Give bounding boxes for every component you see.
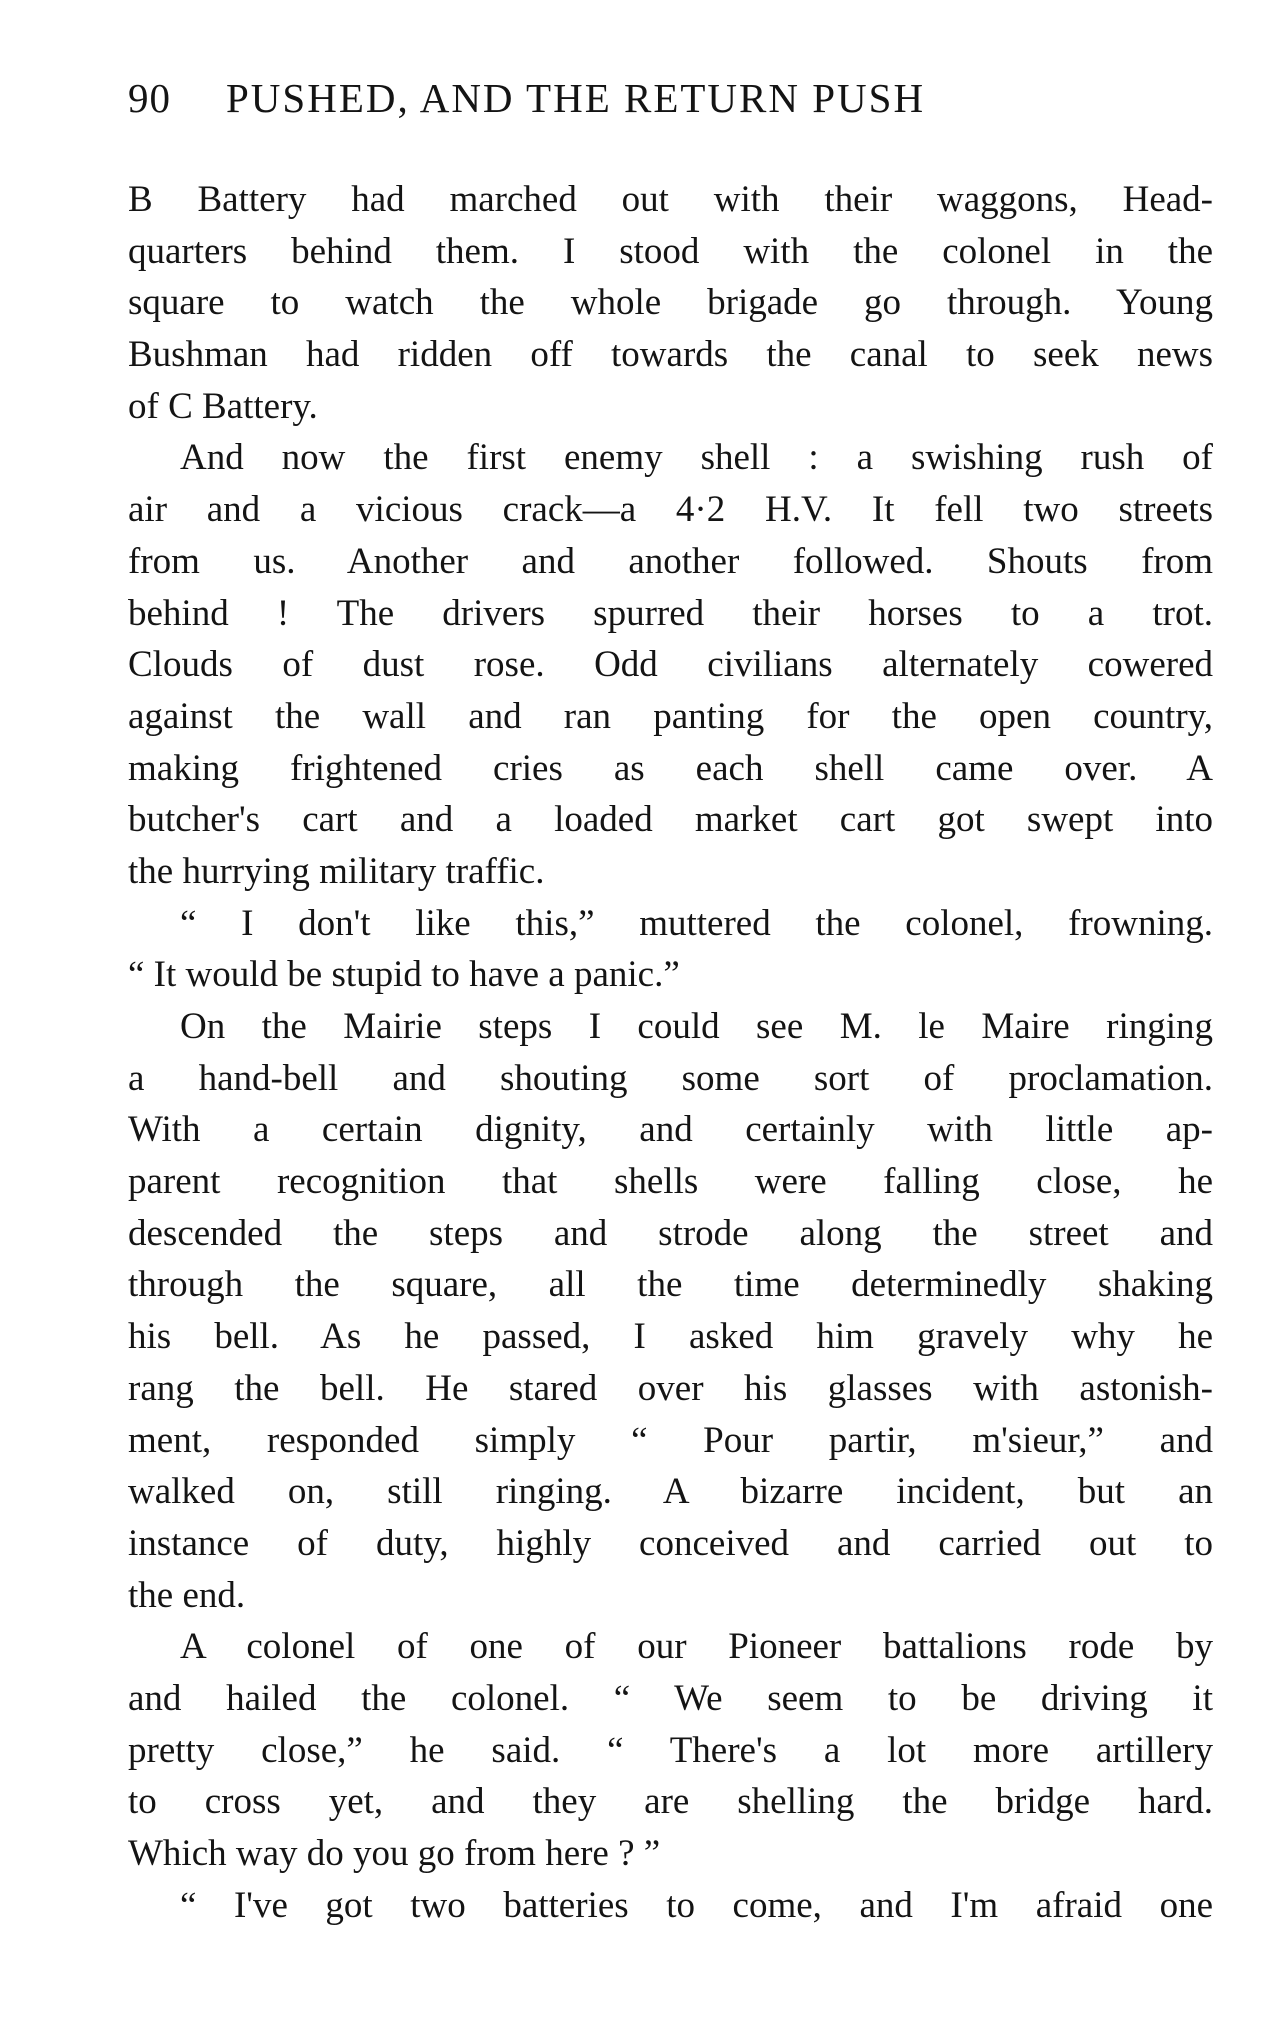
text-line: ment, responded simply “ Pour partir, m'sieur,” and [128,1419,1213,1461]
text-line: butcher's cart and a loaded market cart got swept into [128,799,1213,841]
text-line: walked on, still ringing. A bizarre incident, but an [128,1471,1213,1513]
text-line: behind ! The drivers spurred their horses to a trot. [128,592,1213,634]
text-line: Bushman had ridden off towards the canal to seek news [128,334,1213,376]
paragraph-start-line: A colonel of one of our Pioneer battalions rode by [180,1626,1213,1668]
text-line: to cross yet, and they are shelling the bridge hard. [128,1781,1213,1823]
text-line: Clouds of dust rose. Odd civilians alternately cowered [128,644,1213,686]
text-line: and hailed the colonel. “ We seem to be driving it [128,1677,1213,1719]
text-line: descended the steps and strode along the street and [128,1212,1213,1254]
text-line: against the wall and ran panting for the open country, [128,695,1213,737]
text-line: of C Battery. [128,385,318,427]
text-line: rang the bell. He stared over his glasses with astonish- [128,1367,1213,1409]
text-line: making frightened cries as each shell came over. A [128,747,1213,789]
text-line: With a certain dignity, and certainly with little ap- [128,1109,1213,1151]
text-line: square to watch the whole brigade go through. Young [128,282,1213,324]
text-line: pretty close,” he said. “ There's a lot more artillery [128,1729,1213,1771]
page-number: 90 [128,75,171,121]
text-line: from us. Another and another followed. Shouts from [128,540,1213,582]
page-header [128,70,1213,126]
text-line: a hand-bell and shouting some sort of proclamation. [128,1057,1213,1099]
text-line: parent recognition that shells were falling close, he [128,1161,1213,1203]
paragraph-start-line: And now the first enemy shell : a swishing rush of [180,437,1213,479]
text-line: air and a vicious crack—a 4·2 H.V. It fell two streets [128,489,1213,531]
text-line: the hurrying military traffic. [128,850,545,892]
text-line: Which way do you go from here ? ” [128,1833,661,1874]
body-text [128,174,1213,1931]
paragraph-start-line: “ I've got two batteries to come, and I'm afraid one [180,1884,1213,1926]
running-title: PUSHED, AND THE RETURN PUSH [226,75,926,121]
text-line: B Battery had marched out with their waggons, Head- [128,179,1213,220]
text-line: quarters behind them. I stood with the colonel in the [128,230,1213,272]
text-line: instance of duty, highly conceived and carried out to [128,1522,1213,1564]
paragraph-start-line: “ I don't like this,” muttered the colonel, frowning. [180,902,1213,944]
paragraph-start-line: On the Mairie steps I could see M. le Maire ringing [180,1006,1213,1047]
text-line: his bell. As he passed, I asked him gravely why he [128,1316,1213,1358]
text-line: through the square, all the time determinedly shaking [128,1264,1213,1306]
text-line: “ It would be stupid to have a panic.” [128,954,680,996]
text-line: the end. [128,1574,246,1616]
